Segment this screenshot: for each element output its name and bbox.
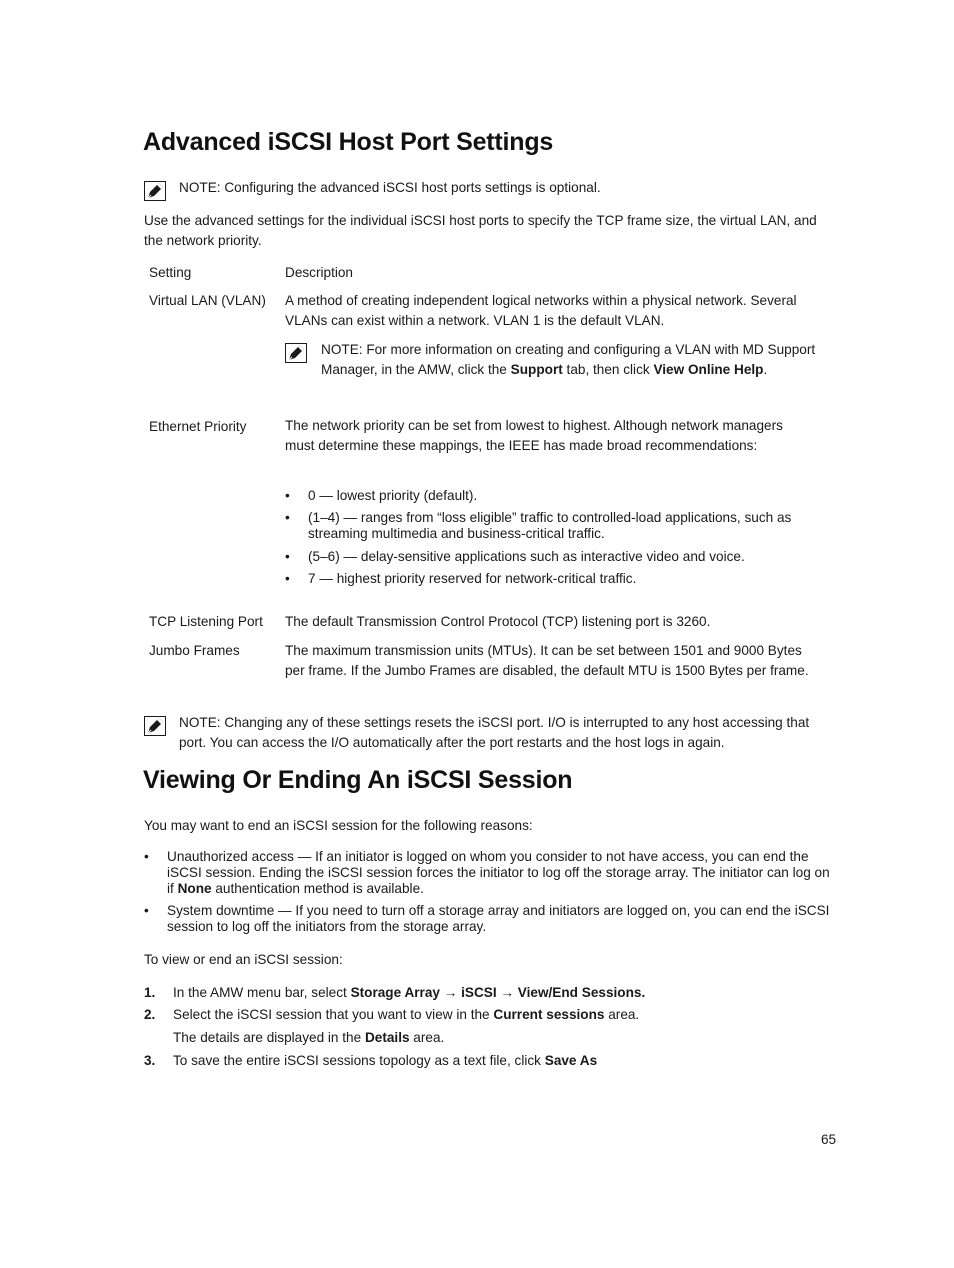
- note-label: NOTE:: [179, 180, 221, 195]
- bullet-dot: •: [285, 549, 290, 564]
- step-text-part: In the AMW menu bar, select: [173, 985, 351, 1000]
- iscsi-menu-ref: iSCSI: [461, 985, 497, 1000]
- arrow-separator: →: [496, 985, 518, 1000]
- pencil-note-icon: [144, 716, 166, 736]
- none-auth-ref: None: [177, 881, 212, 896]
- description-tcp-listening-port: The default Transmission Control Protocol (TCP) listening port is 3260.: [285, 614, 711, 629]
- table-header-description: Description: [285, 265, 353, 280]
- bullet-dot: •: [285, 571, 290, 586]
- pencil-note-icon: [285, 343, 307, 363]
- bullet-text: [167, 849, 832, 897]
- pencil-note-icon: [144, 181, 166, 201]
- note-text: .: [763, 361, 768, 377]
- note-text: tab, then click: [562, 361, 654, 377]
- page-number: 65: [821, 1132, 837, 1147]
- step-text: [173, 983, 645, 1002]
- intro-paragraph: Use the advanced settings for the individual iSCSI host ports to specify the TCP frame size, the virtual LAN, and the network priority.: [144, 213, 817, 248]
- step-text: [173, 1005, 639, 1024]
- step-text-part: To save the entire iSCSI sessions topology as a text file, click: [173, 1053, 545, 1068]
- step-number: 1.: [144, 985, 156, 1000]
- arrow-separator: →: [439, 985, 462, 1000]
- description-vlan: A method of creating independent logical networks within a physical network. Several VLANs can exist within a network. VLAN 1 is the default VLAN.: [285, 293, 797, 328]
- save-as-ref: Save As: [544, 1053, 598, 1068]
- step-text-part: The details are displayed in the: [173, 1030, 365, 1045]
- step-text: [173, 1028, 444, 1047]
- setting-vlan: Virtual LAN (VLAN): [149, 293, 266, 308]
- setting-jumbo-frames: Jumbo Frames: [149, 643, 240, 658]
- steps-lead: To view or end an iSCSI session:: [144, 952, 343, 967]
- bullet-dot: •: [144, 849, 149, 864]
- view-online-help-ref: View Online Help: [653, 361, 764, 377]
- description-ethernet-priority: The network priority can be set from lowest to highest. Although network managers must determine these mappings, the IEEE has made broad recommendations:: [285, 418, 783, 453]
- bullet-dot: •: [285, 510, 290, 525]
- step-text-part: Select the iSCSI session that you want to view in the: [173, 1007, 494, 1022]
- section2-intro: You may want to end an iSCSI session for the following reasons:: [144, 818, 533, 833]
- note-text: Configuring the advanced iSCSI host ports settings is optional.: [220, 180, 601, 195]
- step-text-part: area.: [409, 1030, 445, 1045]
- bullet-text-part: Unauthorized access — If an initiator is logged on whom you consider to not have access, you can end the iSCSI session. Ending the iSCSI session forces the initiator to log off the storage array. The initiator can log on if: [167, 849, 830, 896]
- setting-tcp-listening-port: TCP Listening Port: [149, 614, 263, 629]
- bullet-text: (1–4) — ranges from “loss eligible” traffic to controlled-load applications, such as streaming multimedia and business-critical traffic.: [308, 510, 792, 541]
- bullet-text: (5–6) — delay-sensitive applications such as interactive video and voice.: [308, 549, 745, 564]
- section-title-viewing-ending: Viewing Or Ending An iSCSI Session: [143, 766, 573, 794]
- current-sessions-ref: Current sessions: [493, 1007, 605, 1022]
- step-text-part: area.: [604, 1007, 640, 1022]
- note-text: For more information on creating and configuring a VLAN with MD Support Manager, in the AMW, click the: [321, 342, 816, 377]
- setting-ethernet-priority: Ethernet Priority: [149, 419, 247, 434]
- step-text: [173, 1051, 597, 1070]
- section-title-advanced-iscsi: Advanced iSCSI Host Port Settings: [143, 128, 554, 156]
- note-settings-reset: [179, 713, 839, 752]
- note-label: NOTE:: [321, 342, 363, 357]
- note-text: Changing any of these settings resets the iSCSI port. I/O is interrupted to any host accessing that port. You can access the I/O automatically after the port restarts and the host logs in again.: [179, 715, 810, 750]
- table-header-setting: Setting: [149, 265, 192, 280]
- note-optional: [179, 178, 839, 198]
- note-vlan: [321, 340, 831, 379]
- description-jumbo-frames: The maximum transmission units (MTUs). It can be set between 1501 and 9000 Bytes per frame. If the Jumbo Frames are disabled, the default MTU is 1500 Bytes per frame.: [285, 643, 809, 678]
- bullet-text: 0 — lowest priority (default).: [308, 488, 478, 503]
- step-number: 3.: [144, 1053, 156, 1068]
- storage-array-menu-ref: Storage Array: [350, 985, 440, 1000]
- bullet-text-part: authentication method is available.: [211, 881, 424, 896]
- view-end-sessions-ref: View/End Sessions.: [517, 985, 646, 1000]
- note-label: NOTE:: [179, 715, 221, 730]
- bullet-dot: •: [285, 488, 290, 503]
- details-area-ref: Details: [364, 1030, 410, 1045]
- support-tab-ref: Support: [510, 361, 563, 377]
- bullet-text: System downtime — If you need to turn off a storage array and initiators are logged on, you can end the iSCSI session to log off the initiators from the storage array.: [167, 903, 830, 934]
- bullet-dot: •: [144, 903, 149, 918]
- step-number: 2.: [144, 1007, 156, 1022]
- bullet-text: 7 — highest priority reserved for network-critical traffic.: [308, 571, 637, 586]
